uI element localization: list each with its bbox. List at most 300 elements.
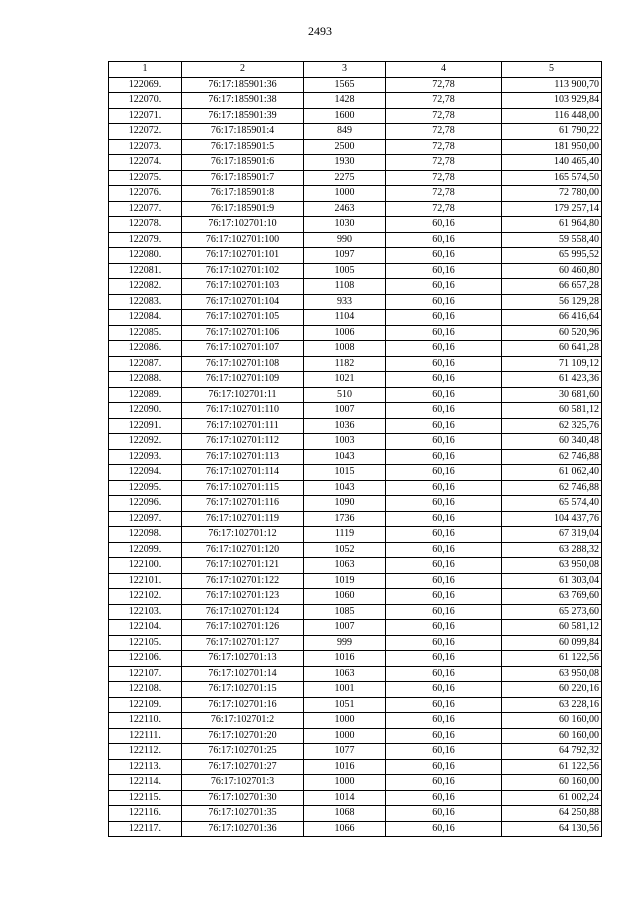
cell-cadastral-number: 76:17:102701:126 xyxy=(182,620,304,636)
cell-rate: 60,16 xyxy=(386,542,502,558)
cell-row-number: 122088. xyxy=(109,372,182,388)
cell-value: 64 130,56 xyxy=(502,821,602,837)
cell-value: 104 437,76 xyxy=(502,511,602,527)
cell-row-number: 122114. xyxy=(109,775,182,791)
cell-row-number: 122097. xyxy=(109,511,182,527)
page-number: 2493 xyxy=(308,24,332,38)
cell-value: 65 273,60 xyxy=(502,604,602,620)
cell-value: 63 950,08 xyxy=(502,666,602,682)
cell-cadastral-number: 76:17:102701:116 xyxy=(182,496,304,512)
cell-rate: 60,16 xyxy=(386,589,502,605)
cell-cadastral-number: 76:17:102701:110 xyxy=(182,403,304,419)
cell-value: 103 929,84 xyxy=(502,93,602,109)
cell-row-number: 122087. xyxy=(109,356,182,372)
cell-cadastral-number: 76:17:102701:120 xyxy=(182,542,304,558)
cell-area: 1097 xyxy=(304,248,386,264)
cell-row-number: 122075. xyxy=(109,170,182,186)
table-row xyxy=(109,387,602,403)
cell-rate: 60,16 xyxy=(386,217,502,233)
cell-area: 1007 xyxy=(304,620,386,636)
cell-row-number: 122090. xyxy=(109,403,182,419)
cell-row-number: 122102. xyxy=(109,589,182,605)
column-header-1: 1 xyxy=(109,62,182,78)
cell-cadastral-number: 76:17:185901:7 xyxy=(182,170,304,186)
cell-rate: 60,16 xyxy=(386,279,502,295)
cell-row-number: 122115. xyxy=(109,790,182,806)
table-row xyxy=(109,217,602,233)
cell-rate: 60,16 xyxy=(386,620,502,636)
cell-row-number: 122105. xyxy=(109,635,182,651)
cell-area: 1006 xyxy=(304,325,386,341)
cell-value: 67 319,04 xyxy=(502,527,602,543)
cell-area: 2500 xyxy=(304,139,386,155)
cell-row-number: 122106. xyxy=(109,651,182,667)
cell-cadastral-number: 76:17:102701:14 xyxy=(182,666,304,682)
cell-value: 60 581,12 xyxy=(502,403,602,419)
cell-rate: 72,78 xyxy=(386,155,502,171)
table-row xyxy=(109,806,602,822)
cell-rate: 60,16 xyxy=(386,356,502,372)
cell-area: 2463 xyxy=(304,201,386,217)
cell-area: 1008 xyxy=(304,341,386,357)
cell-row-number: 122083. xyxy=(109,294,182,310)
table-row xyxy=(109,589,602,605)
cell-area: 1021 xyxy=(304,372,386,388)
cell-area: 1063 xyxy=(304,666,386,682)
cell-cadastral-number: 76:17:185901:38 xyxy=(182,93,304,109)
cell-area: 1015 xyxy=(304,465,386,481)
table-row xyxy=(109,372,602,388)
cell-row-number: 122113. xyxy=(109,759,182,775)
cell-area: 1019 xyxy=(304,573,386,589)
cell-row-number: 122077. xyxy=(109,201,182,217)
cell-row-number: 122117. xyxy=(109,821,182,837)
cell-row-number: 122079. xyxy=(109,232,182,248)
cell-area: 1000 xyxy=(304,713,386,729)
cell-rate: 60,16 xyxy=(386,744,502,760)
table-row xyxy=(109,744,602,760)
cell-area: 1930 xyxy=(304,155,386,171)
cell-rate: 60,16 xyxy=(386,682,502,698)
cell-value: 61 790,22 xyxy=(502,124,602,140)
table-row xyxy=(109,697,602,713)
table-row xyxy=(109,201,602,217)
cell-row-number: 122108. xyxy=(109,682,182,698)
cell-cadastral-number: 76:17:102701:102 xyxy=(182,263,304,279)
table-row xyxy=(109,635,602,651)
cell-area: 1182 xyxy=(304,356,386,372)
cell-rate: 72,78 xyxy=(386,201,502,217)
cell-area: 1063 xyxy=(304,558,386,574)
data-table xyxy=(108,61,602,837)
cell-rate: 60,16 xyxy=(386,759,502,775)
cell-cadastral-number: 76:17:185901:5 xyxy=(182,139,304,155)
cell-row-number: 122096. xyxy=(109,496,182,512)
cell-area: 1077 xyxy=(304,744,386,760)
table-row xyxy=(109,403,602,419)
table-row xyxy=(109,77,602,93)
cell-value: 61 964,80 xyxy=(502,217,602,233)
cell-value: 60 160,00 xyxy=(502,728,602,744)
cell-cadastral-number: 76:17:102701:108 xyxy=(182,356,304,372)
cell-cadastral-number: 76:17:102701:124 xyxy=(182,604,304,620)
cell-rate: 60,16 xyxy=(386,387,502,403)
cell-cadastral-number: 76:17:102701:25 xyxy=(182,744,304,760)
table-row xyxy=(109,449,602,465)
cell-rate: 72,78 xyxy=(386,124,502,140)
cell-cadastral-number: 76:17:102701:127 xyxy=(182,635,304,651)
cell-value: 61 002,24 xyxy=(502,790,602,806)
cell-rate: 72,78 xyxy=(386,108,502,124)
cell-row-number: 122080. xyxy=(109,248,182,264)
cell-area: 1016 xyxy=(304,759,386,775)
cell-value: 65 574,40 xyxy=(502,496,602,512)
cell-row-number: 122116. xyxy=(109,806,182,822)
cell-rate: 60,16 xyxy=(386,806,502,822)
cell-value: 60 520,96 xyxy=(502,325,602,341)
cell-rate: 60,16 xyxy=(386,527,502,543)
table-body xyxy=(109,77,602,837)
cell-cadastral-number: 76:17:102701:107 xyxy=(182,341,304,357)
cell-row-number: 122078. xyxy=(109,217,182,233)
cell-row-number: 122071. xyxy=(109,108,182,124)
cell-area: 1030 xyxy=(304,217,386,233)
cell-area: 1000 xyxy=(304,186,386,202)
cell-cadastral-number: 76:17:102701:27 xyxy=(182,759,304,775)
table-row xyxy=(109,263,602,279)
cell-area: 1600 xyxy=(304,108,386,124)
cell-row-number: 122101. xyxy=(109,573,182,589)
cell-rate: 60,16 xyxy=(386,434,502,450)
cell-area: 1066 xyxy=(304,821,386,837)
cell-area: 1014 xyxy=(304,790,386,806)
column-header-2: 2 xyxy=(182,62,304,78)
cell-rate: 60,16 xyxy=(386,403,502,419)
cell-value: 179 257,14 xyxy=(502,201,602,217)
cell-rate: 60,16 xyxy=(386,294,502,310)
table-row xyxy=(109,558,602,574)
table-row xyxy=(109,480,602,496)
table-row xyxy=(109,186,602,202)
cell-area: 849 xyxy=(304,124,386,140)
cell-area: 1104 xyxy=(304,310,386,326)
cell-cadastral-number: 76:17:185901:9 xyxy=(182,201,304,217)
cell-rate: 60,16 xyxy=(386,558,502,574)
cell-value: 63 228,16 xyxy=(502,697,602,713)
table-row xyxy=(109,170,602,186)
cell-rate: 60,16 xyxy=(386,496,502,512)
cell-rate: 60,16 xyxy=(386,418,502,434)
cell-area: 1428 xyxy=(304,93,386,109)
cell-cadastral-number: 76:17:102701:36 xyxy=(182,821,304,837)
cell-value: 62 746,88 xyxy=(502,480,602,496)
cell-cadastral-number: 76:17:102701:3 xyxy=(182,775,304,791)
cell-value: 62 325,76 xyxy=(502,418,602,434)
cell-rate: 72,78 xyxy=(386,139,502,155)
cell-value: 60 581,12 xyxy=(502,620,602,636)
cell-value: 72 780,00 xyxy=(502,186,602,202)
cell-rate: 72,78 xyxy=(386,186,502,202)
cell-row-number: 122098. xyxy=(109,527,182,543)
cell-row-number: 122072. xyxy=(109,124,182,140)
cell-row-number: 122095. xyxy=(109,480,182,496)
table-row xyxy=(109,604,602,620)
table-row xyxy=(109,775,602,791)
cell-cadastral-number: 76:17:102701:11 xyxy=(182,387,304,403)
table-row xyxy=(109,465,602,481)
cell-value: 59 558,40 xyxy=(502,232,602,248)
table-row xyxy=(109,542,602,558)
cell-cadastral-number: 76:17:185901:6 xyxy=(182,155,304,171)
cell-rate: 60,16 xyxy=(386,310,502,326)
cell-area: 1001 xyxy=(304,682,386,698)
cell-value: 62 746,88 xyxy=(502,449,602,465)
cell-area: 1108 xyxy=(304,279,386,295)
cell-rate: 60,16 xyxy=(386,465,502,481)
table-row xyxy=(109,93,602,109)
cell-area: 999 xyxy=(304,635,386,651)
cell-cadastral-number: 76:17:102701:10 xyxy=(182,217,304,233)
cell-rate: 60,16 xyxy=(386,341,502,357)
cell-value: 61 423,36 xyxy=(502,372,602,388)
table-row xyxy=(109,620,602,636)
table-header xyxy=(109,62,602,78)
cell-cadastral-number: 76:17:102701:122 xyxy=(182,573,304,589)
cell-value: 61 122,56 xyxy=(502,651,602,667)
table-row xyxy=(109,713,602,729)
cell-rate: 72,78 xyxy=(386,77,502,93)
cell-rate: 60,16 xyxy=(386,697,502,713)
cell-value: 181 950,00 xyxy=(502,139,602,155)
cell-cadastral-number: 76:17:102701:16 xyxy=(182,697,304,713)
cell-row-number: 122082. xyxy=(109,279,182,295)
cell-value: 60 220,16 xyxy=(502,682,602,698)
cell-area: 1051 xyxy=(304,697,386,713)
cell-rate: 60,16 xyxy=(386,728,502,744)
cell-area: 1003 xyxy=(304,434,386,450)
cell-cadastral-number: 76:17:102701:109 xyxy=(182,372,304,388)
cell-area: 1068 xyxy=(304,806,386,822)
cell-rate: 60,16 xyxy=(386,573,502,589)
cell-row-number: 122069. xyxy=(109,77,182,93)
table-row xyxy=(109,248,602,264)
table-row xyxy=(109,108,602,124)
cell-row-number: 122074. xyxy=(109,155,182,171)
cell-area: 933 xyxy=(304,294,386,310)
cell-area: 1565 xyxy=(304,77,386,93)
cell-area: 1119 xyxy=(304,527,386,543)
cell-value: 66 657,28 xyxy=(502,279,602,295)
cell-row-number: 122081. xyxy=(109,263,182,279)
table-row xyxy=(109,325,602,341)
cell-rate: 60,16 xyxy=(386,248,502,264)
column-header-5: 5 xyxy=(502,62,602,78)
cell-value: 66 416,64 xyxy=(502,310,602,326)
table-row xyxy=(109,356,602,372)
cell-value: 165 574,50 xyxy=(502,170,602,186)
table-row xyxy=(109,573,602,589)
table-row xyxy=(109,511,602,527)
header-row xyxy=(109,62,602,78)
cell-value: 61 122,56 xyxy=(502,759,602,775)
table-row xyxy=(109,155,602,171)
table-row xyxy=(109,790,602,806)
cell-rate: 60,16 xyxy=(386,790,502,806)
cell-cadastral-number: 76:17:102701:30 xyxy=(182,790,304,806)
table-row xyxy=(109,294,602,310)
cell-value: 61 062,40 xyxy=(502,465,602,481)
cell-row-number: 122092. xyxy=(109,434,182,450)
cell-row-number: 122111. xyxy=(109,728,182,744)
cell-row-number: 122099. xyxy=(109,542,182,558)
cell-value: 60 099,84 xyxy=(502,635,602,651)
cell-cadastral-number: 76:17:185901:36 xyxy=(182,77,304,93)
cell-area: 1000 xyxy=(304,728,386,744)
cell-area: 1085 xyxy=(304,604,386,620)
cell-rate: 60,16 xyxy=(386,666,502,682)
cell-area: 1036 xyxy=(304,418,386,434)
cell-area: 1000 xyxy=(304,775,386,791)
table-row xyxy=(109,651,602,667)
cell-cadastral-number: 76:17:102701:105 xyxy=(182,310,304,326)
table-row xyxy=(109,341,602,357)
cell-value: 113 900,70 xyxy=(502,77,602,93)
cell-value: 64 792,32 xyxy=(502,744,602,760)
cell-rate: 60,16 xyxy=(386,325,502,341)
cell-value: 63 950,08 xyxy=(502,558,602,574)
cell-rate: 60,16 xyxy=(386,821,502,837)
cell-value: 140 465,40 xyxy=(502,155,602,171)
cell-value: 60 160,00 xyxy=(502,775,602,791)
cell-area: 510 xyxy=(304,387,386,403)
cell-cadastral-number: 76:17:102701:20 xyxy=(182,728,304,744)
cell-area: 1005 xyxy=(304,263,386,279)
table-row xyxy=(109,279,602,295)
cell-value: 60 340,48 xyxy=(502,434,602,450)
cell-cadastral-number: 76:17:102701:115 xyxy=(182,480,304,496)
cell-cadastral-number: 76:17:102701:114 xyxy=(182,465,304,481)
cell-row-number: 122110. xyxy=(109,713,182,729)
table-row xyxy=(109,418,602,434)
cell-row-number: 122073. xyxy=(109,139,182,155)
cell-cadastral-number: 76:17:185901:8 xyxy=(182,186,304,202)
cell-row-number: 122107. xyxy=(109,666,182,682)
cell-value: 63 288,32 xyxy=(502,542,602,558)
cell-cadastral-number: 76:17:102701:111 xyxy=(182,418,304,434)
table-row xyxy=(109,232,602,248)
table-row xyxy=(109,728,602,744)
cell-area: 990 xyxy=(304,232,386,248)
cell-value: 60 460,80 xyxy=(502,263,602,279)
table-row xyxy=(109,682,602,698)
cell-value: 63 769,60 xyxy=(502,589,602,605)
cell-row-number: 122100. xyxy=(109,558,182,574)
column-header-3: 3 xyxy=(304,62,386,78)
table-row xyxy=(109,139,602,155)
cell-value: 30 681,60 xyxy=(502,387,602,403)
cell-cadastral-number: 76:17:102701:123 xyxy=(182,589,304,605)
cell-row-number: 122084. xyxy=(109,310,182,326)
table-row xyxy=(109,527,602,543)
cell-cadastral-number: 76:17:185901:4 xyxy=(182,124,304,140)
cell-cadastral-number: 76:17:102701:119 xyxy=(182,511,304,527)
cell-row-number: 122109. xyxy=(109,697,182,713)
cell-row-number: 122094. xyxy=(109,465,182,481)
cell-value: 116 448,00 xyxy=(502,108,602,124)
cell-rate: 60,16 xyxy=(386,511,502,527)
cell-row-number: 122103. xyxy=(109,604,182,620)
cell-rate: 60,16 xyxy=(386,775,502,791)
cell-row-number: 122112. xyxy=(109,744,182,760)
cell-value: 61 303,04 xyxy=(502,573,602,589)
cell-cadastral-number: 76:17:102701:112 xyxy=(182,434,304,450)
cell-cadastral-number: 76:17:102701:15 xyxy=(182,682,304,698)
cell-cadastral-number: 76:17:102701:35 xyxy=(182,806,304,822)
table-row xyxy=(109,310,602,326)
cell-cadastral-number: 76:17:102701:12 xyxy=(182,527,304,543)
cell-row-number: 122085. xyxy=(109,325,182,341)
cell-rate: 60,16 xyxy=(386,372,502,388)
cell-rate: 60,16 xyxy=(386,713,502,729)
table-row xyxy=(109,434,602,450)
cell-area: 1043 xyxy=(304,449,386,465)
cell-cadastral-number: 76:17:185901:39 xyxy=(182,108,304,124)
cell-area: 1736 xyxy=(304,511,386,527)
table-row xyxy=(109,496,602,512)
cell-row-number: 122093. xyxy=(109,449,182,465)
cell-rate: 60,16 xyxy=(386,651,502,667)
cell-rate: 72,78 xyxy=(386,170,502,186)
cell-area: 1043 xyxy=(304,480,386,496)
cell-row-number: 122091. xyxy=(109,418,182,434)
cell-value: 60 641,28 xyxy=(502,341,602,357)
cell-row-number: 122104. xyxy=(109,620,182,636)
cell-rate: 60,16 xyxy=(386,604,502,620)
cell-area: 1090 xyxy=(304,496,386,512)
cell-rate: 60,16 xyxy=(386,232,502,248)
cell-area: 1052 xyxy=(304,542,386,558)
cell-cadastral-number: 76:17:102701:103 xyxy=(182,279,304,295)
cell-value: 56 129,28 xyxy=(502,294,602,310)
cell-cadastral-number: 76:17:102701:13 xyxy=(182,651,304,667)
cell-value: 71 109,12 xyxy=(502,356,602,372)
cell-value: 60 160,00 xyxy=(502,713,602,729)
cell-row-number: 122076. xyxy=(109,186,182,202)
cell-cadastral-number: 76:17:102701:113 xyxy=(182,449,304,465)
cell-cadastral-number: 76:17:102701:101 xyxy=(182,248,304,264)
cell-value: 64 250,88 xyxy=(502,806,602,822)
cell-area: 1016 xyxy=(304,651,386,667)
cell-row-number: 122070. xyxy=(109,93,182,109)
cell-row-number: 122089. xyxy=(109,387,182,403)
cell-cadastral-number: 76:17:102701:2 xyxy=(182,713,304,729)
cell-area: 1060 xyxy=(304,589,386,605)
table-row xyxy=(109,821,602,837)
cell-value: 65 995,52 xyxy=(502,248,602,264)
cell-area: 1007 xyxy=(304,403,386,419)
cell-cadastral-number: 76:17:102701:121 xyxy=(182,558,304,574)
cell-rate: 60,16 xyxy=(386,263,502,279)
table-row xyxy=(109,124,602,140)
table-row xyxy=(109,759,602,775)
table-row xyxy=(109,666,602,682)
cell-cadastral-number: 76:17:102701:104 xyxy=(182,294,304,310)
cell-row-number: 122086. xyxy=(109,341,182,357)
cell-rate: 72,78 xyxy=(386,93,502,109)
cell-area: 2275 xyxy=(304,170,386,186)
cell-rate: 60,16 xyxy=(386,480,502,496)
cell-rate: 60,16 xyxy=(386,449,502,465)
